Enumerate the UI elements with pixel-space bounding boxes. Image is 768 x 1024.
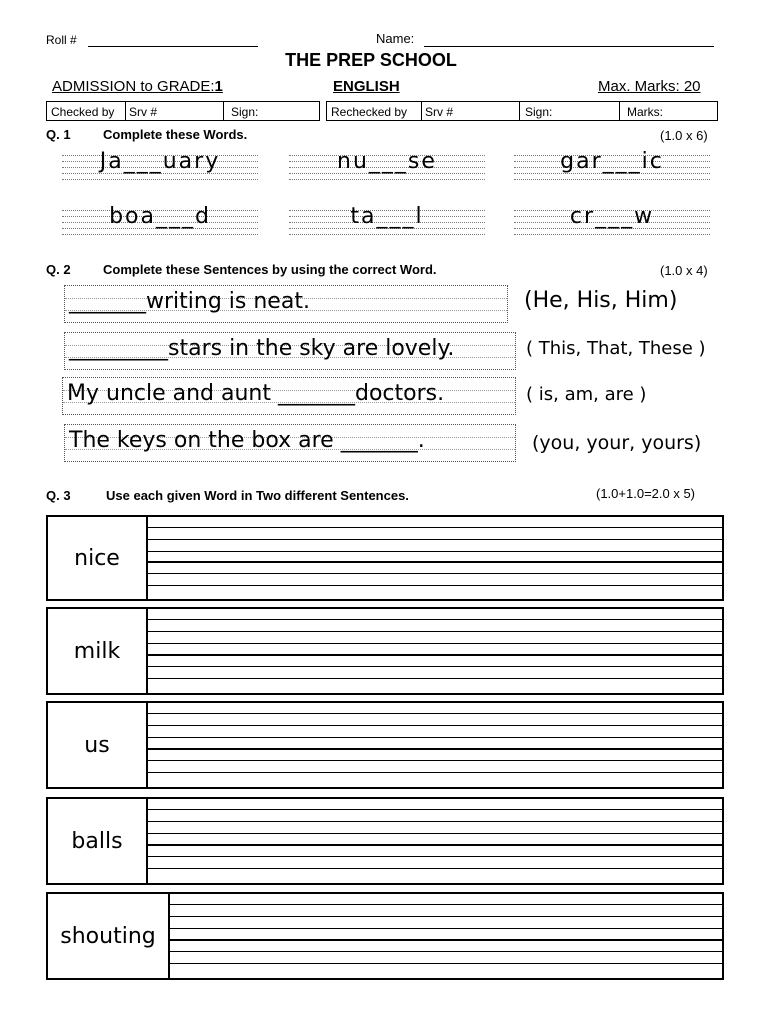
q1-word-2-text: nu___se (337, 149, 437, 174)
q1-word-1-text: Ja___uary (99, 149, 221, 174)
q3-number: Q. 3 (46, 488, 71, 503)
q1-word-4[interactable] (62, 204, 258, 238)
q1-word-6[interactable] (514, 204, 710, 238)
roll-number-field[interactable] (88, 46, 258, 47)
q3-word-box-3 (46, 701, 724, 789)
q3-word-2: milk (48, 609, 148, 693)
q2-sentence-2-text: _________stars in the sky are lovely. (69, 336, 455, 361)
checked-by-label: Checked by (51, 105, 115, 119)
q3-word-box-1 (46, 515, 724, 601)
admission-label: ADMISSION to GRADE: (52, 78, 215, 95)
q3-word-1: nice (48, 517, 148, 599)
rechecked-by-box (326, 101, 718, 121)
q3-marks: (1.0+1.0=2.0 x 5) (596, 486, 696, 501)
name-field[interactable] (424, 46, 714, 47)
q2-sentence-1[interactable] (64, 285, 508, 323)
q2-title: Complete these Sentences by using the correct Word. (103, 262, 437, 277)
sign-label-1: Sign: (231, 105, 259, 119)
q2-marks: (1.0 x 4) (660, 263, 708, 278)
subject-title: ENGLISH (333, 78, 400, 95)
srv-label-2: Srv # (425, 105, 454, 119)
q1-word-3[interactable] (514, 149, 710, 183)
q1-word-3-text: gar___ic (560, 149, 664, 174)
srv-label-1: Srv # (129, 105, 158, 119)
q1-word-6-text: cr___w (569, 204, 655, 229)
q2-options-3: ( is, am, are ) (526, 384, 647, 405)
q1-word-5[interactable] (289, 204, 485, 238)
roll-label: Roll # (46, 33, 77, 47)
q3-word-3: us (48, 703, 148, 787)
q2-sentence-4-text: The keys on the box are _______. (69, 428, 425, 453)
max-marks: Max. Marks: 20 (598, 78, 701, 95)
q2-sentence-3[interactable] (62, 377, 516, 415)
q2-sentence-2[interactable] (64, 332, 516, 370)
q3-word-box-4 (46, 797, 724, 885)
q1-word-5-text: ta___l (350, 204, 424, 229)
q2-options-2: ( This, That, These ) (526, 338, 706, 359)
q1-marks: (1.0 x 6) (660, 128, 708, 143)
name-label: Name: (376, 31, 415, 46)
q1-number: Q. 1 (46, 127, 71, 142)
q1-title: Complete these Words. (103, 127, 248, 142)
q1-word-2[interactable] (289, 149, 485, 183)
q1-word-4-text: boa___d (109, 204, 211, 229)
q3-title: Use each given Word in Two different Sentences. (106, 488, 409, 503)
rechecked-by-label: Rechecked by (331, 105, 408, 119)
q2-options-4: (you, your, yours) (532, 432, 702, 454)
q3-word-5: shouting (48, 894, 170, 978)
school-title: THE PREP SCHOOL (285, 50, 457, 70)
q2-options-1: (He, His, Him) (524, 288, 678, 313)
q1-word-1[interactable] (62, 149, 258, 183)
q3-word-4: balls (48, 799, 148, 883)
q2-sentence-4[interactable] (64, 424, 516, 462)
sign-label-2: Sign: (525, 105, 553, 119)
admission-grade (52, 78, 223, 95)
q3-word-box-5 (46, 892, 724, 980)
q2-number: Q. 2 (46, 262, 71, 277)
q2-sentence-3-text: My uncle and aunt _______doctors. (67, 381, 445, 406)
grade-value: 1 (214, 78, 223, 95)
checked-by-box (46, 101, 320, 121)
q2-sentence-1-text: _______writing is neat. (69, 289, 310, 314)
q3-word-box-2 (46, 607, 724, 695)
marks-label: Marks: (627, 105, 663, 119)
